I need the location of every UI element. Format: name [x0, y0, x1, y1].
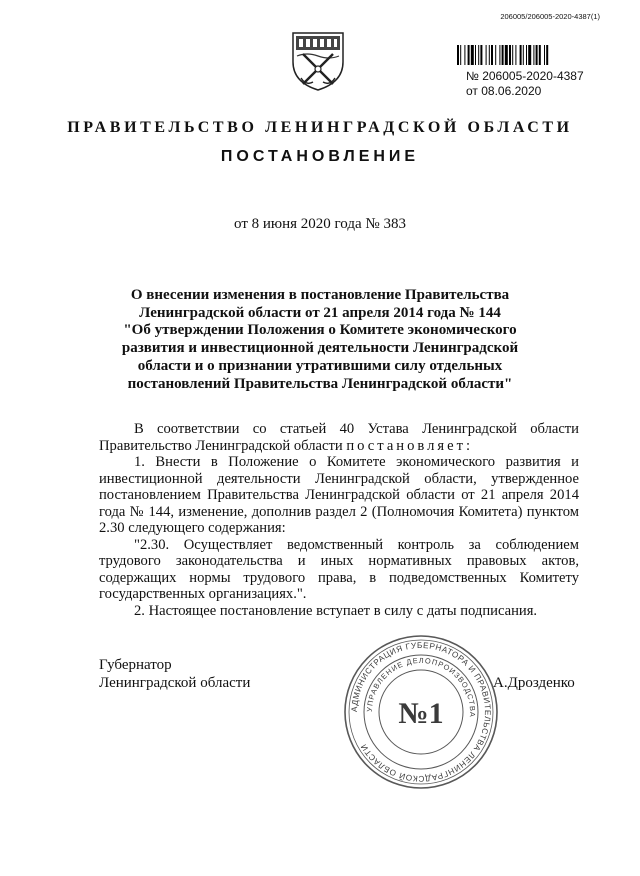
- subject-line: области и о признании утратившими силу отдельных: [137, 357, 503, 374]
- subject-line: развития и инвестиционной деятельности Ленинградской: [121, 340, 519, 357]
- svg-text:АДМИНИСТРАЦИЯ ГУБЕРНАТОРА И ПР: АДМИНИСТРАЦИЯ ГУБЕРНАТОРА И ПРАВИТЕЛЬСТВА ЛЕНИНГРАДСКОЙ ОБЛАСТИ: [349, 640, 493, 784]
- resolution-body: [99, 421, 579, 619]
- signatory-position: [99, 656, 250, 692]
- svg-text:УПРАВЛЕНИЕ ДЕЛОПРОИЗВОДСТВА: УПРАВЛЕНИЕ ДЕЛОПРОИЗВОДСТВА: [364, 655, 478, 719]
- paragraph-preamble: [99, 421, 579, 454]
- barcode-icon: [457, 45, 587, 65]
- position-line: Ленинградской области: [99, 675, 251, 691]
- svg-text:№1: №1: [398, 697, 444, 730]
- official-stamp: [341, 632, 501, 792]
- position-line: Губернатор: [99, 657, 172, 673]
- subject-line: "Об утверждении Положения о Комитете экономического: [123, 322, 517, 339]
- subject-line: О внесении изменения в постановление Правительства: [130, 287, 510, 303]
- registration-date: от 08.06.2020: [466, 84, 542, 98]
- paragraph-quote: "2.30. Осуществляет ведомственный контроль за соблюдением трудового законодательства и иных нормативных правовых актов, содержащих нормы трудового права, в подведомственных Комитету государственных организациях.".: [99, 536, 579, 602]
- signatory-name: А.Дрозденко: [493, 675, 575, 691]
- preamble-text: В соответствии со статьей 40 Устава Ленинградской области Правительство Ленинградской области: [99, 421, 579, 454]
- paragraph-item-1: 1. Внести в Положение о Комитете экономического развития и инвестиционной деятельности Ленинградской области, утвержденное постановлением Правительства Ленинградской области от 21 апреля 2014 года № 144, изменение, дополнив раздел 2 (Полномочия Комитета) пунктом 2.30 следующего содержания:: [99, 454, 579, 536]
- paragraph-item-2: 2. Настоящее постановление вступает в силу с даты подписания.: [134, 602, 538, 619]
- resolution-date: от 8 июня 2020 года № 383: [234, 216, 406, 232]
- registration-number: № 206005-2020-4387: [466, 69, 584, 83]
- document-type: ПОСТАНОВЛЕНИЕ: [220, 148, 420, 165]
- subject-line: Ленинградской области от 21 апреля 2014 года № 144: [139, 304, 501, 321]
- government-heading: ПРАВИТЕЛЬСТВО ЛЕНИНГРАДСКОЙ ОБЛАСТИ: [67, 119, 573, 136]
- coat-of-arms-icon: [289, 30, 347, 92]
- subject-line: постановлений Правительства Ленинградской области": [127, 375, 513, 392]
- resolution-subject: [90, 287, 550, 393]
- document-id: 206005/206005-2020-4387(1): [500, 12, 600, 21]
- preamble-decree-word: постановляет:: [346, 437, 474, 454]
